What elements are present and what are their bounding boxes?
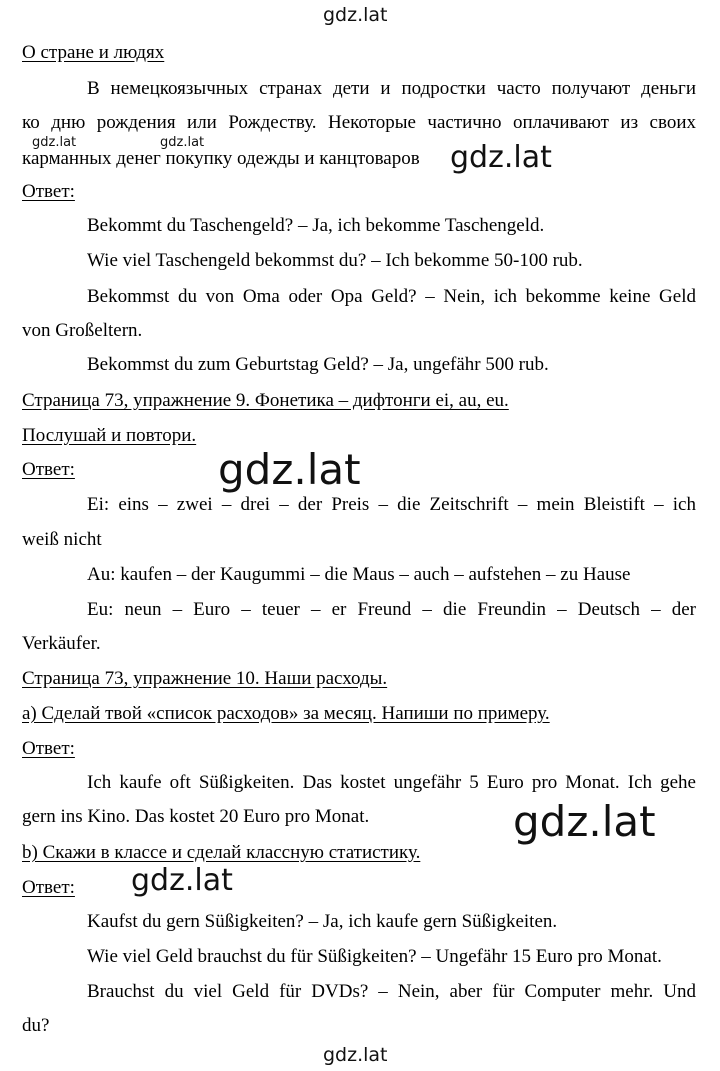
watermark-mid-1: gdz.lat xyxy=(450,140,552,175)
answer-label: Ответ: xyxy=(22,738,75,759)
answer-line: Wie viel Geld brauchst du für Süßigkeiten? – Ungefähr 15 Euro pro Monat. xyxy=(87,946,662,967)
answer-label: Ответ: xyxy=(22,181,75,202)
answer-line: Bekommst du von Oma oder Opa Geld? – Nein, ich bekomme keine Geld xyxy=(87,286,696,307)
answer-line: Ich kaufe oft Süßigkeiten. Das kostet ungefähr 5 Euro pro Monat. Ich gehe xyxy=(87,772,696,793)
watermark-small-1: gdz.lat xyxy=(32,135,77,150)
answer-line: du? xyxy=(22,1015,50,1036)
answer-line: von Großeltern. xyxy=(22,320,143,341)
answer-line: Wie viel Taschengeld bekommst du? – Ich bekomme 50-100 rub. xyxy=(87,250,583,271)
exercise-task-a: а) Сделай твой «список расходов» за месяц. Напиши по примеру. xyxy=(22,703,550,724)
answer-label: Ответ: xyxy=(22,877,75,898)
phonetics-line-au: Au: kaufen – der Kaugummi – die Maus – auch – aufstehen – zu Hause xyxy=(87,564,631,585)
exercise-task: Послушай и повтори. xyxy=(22,425,197,446)
phonetics-line-ei-cont: weiß nicht xyxy=(22,529,102,550)
section-heading-country: О стране и людях xyxy=(22,42,165,63)
exercise-heading-9: Страница 73, упражнение 9. Фонетика – дифтонги ei, au, eu. xyxy=(22,390,509,411)
watermark-small-2: gdz.lat xyxy=(160,135,205,150)
paragraph-line: ко дню рождения или Рождеству. Некоторые частично оплачивают из своих xyxy=(22,112,696,133)
watermark-mid-2: gdz.lat xyxy=(131,863,233,898)
answer-line: Brauchst du viel Geld für DVDs? – Nein, aber für Computer mehr. Und xyxy=(87,981,696,1002)
exercise-task-b: b) Скажи в классе и сделай классную статистику. xyxy=(22,842,421,863)
answer-line: Bekommst du zum Geburtstag Geld? – Ja, ungefähr 500 rub. xyxy=(87,354,549,375)
watermark-large-1: gdz.lat xyxy=(218,445,361,494)
watermark-large-2: gdz.lat xyxy=(513,797,656,846)
watermark-bottom: gdz.lat xyxy=(323,1044,388,1066)
answer-label: Ответ: xyxy=(22,459,75,480)
watermark-top: gdz.lat xyxy=(323,4,388,26)
answer-line: Kaufst du gern Süßigkeiten? – Ja, ich kaufe gern Süßigkeiten. xyxy=(87,911,558,932)
phonetics-line-eu-cont: Verkäufer. xyxy=(22,633,101,654)
answer-line: Bekommt du Taschengeld? – Ja, ich bekomme Taschengeld. xyxy=(87,215,545,236)
phonetics-line-ei: Ei: eins – zwei – drei – der Preis – die Zeitschrift – mein Bleistift – ich xyxy=(87,494,696,515)
paragraph-line: В немецкоязычных странах дети и подростки часто получают деньги xyxy=(87,78,696,99)
phonetics-line-eu: Eu: neun – Euro – teuer – er Freund – die Freundin – Deutsch – der xyxy=(87,599,696,620)
paragraph-line: карманных денег покупку одежды и канцтоваров xyxy=(22,148,420,169)
exercise-heading-10: Страница 73, упражнение 10. Наши расходы. xyxy=(22,668,388,689)
answer-line: gern ins Kino. Das kostet 20 Euro pro Monat. xyxy=(22,806,370,827)
